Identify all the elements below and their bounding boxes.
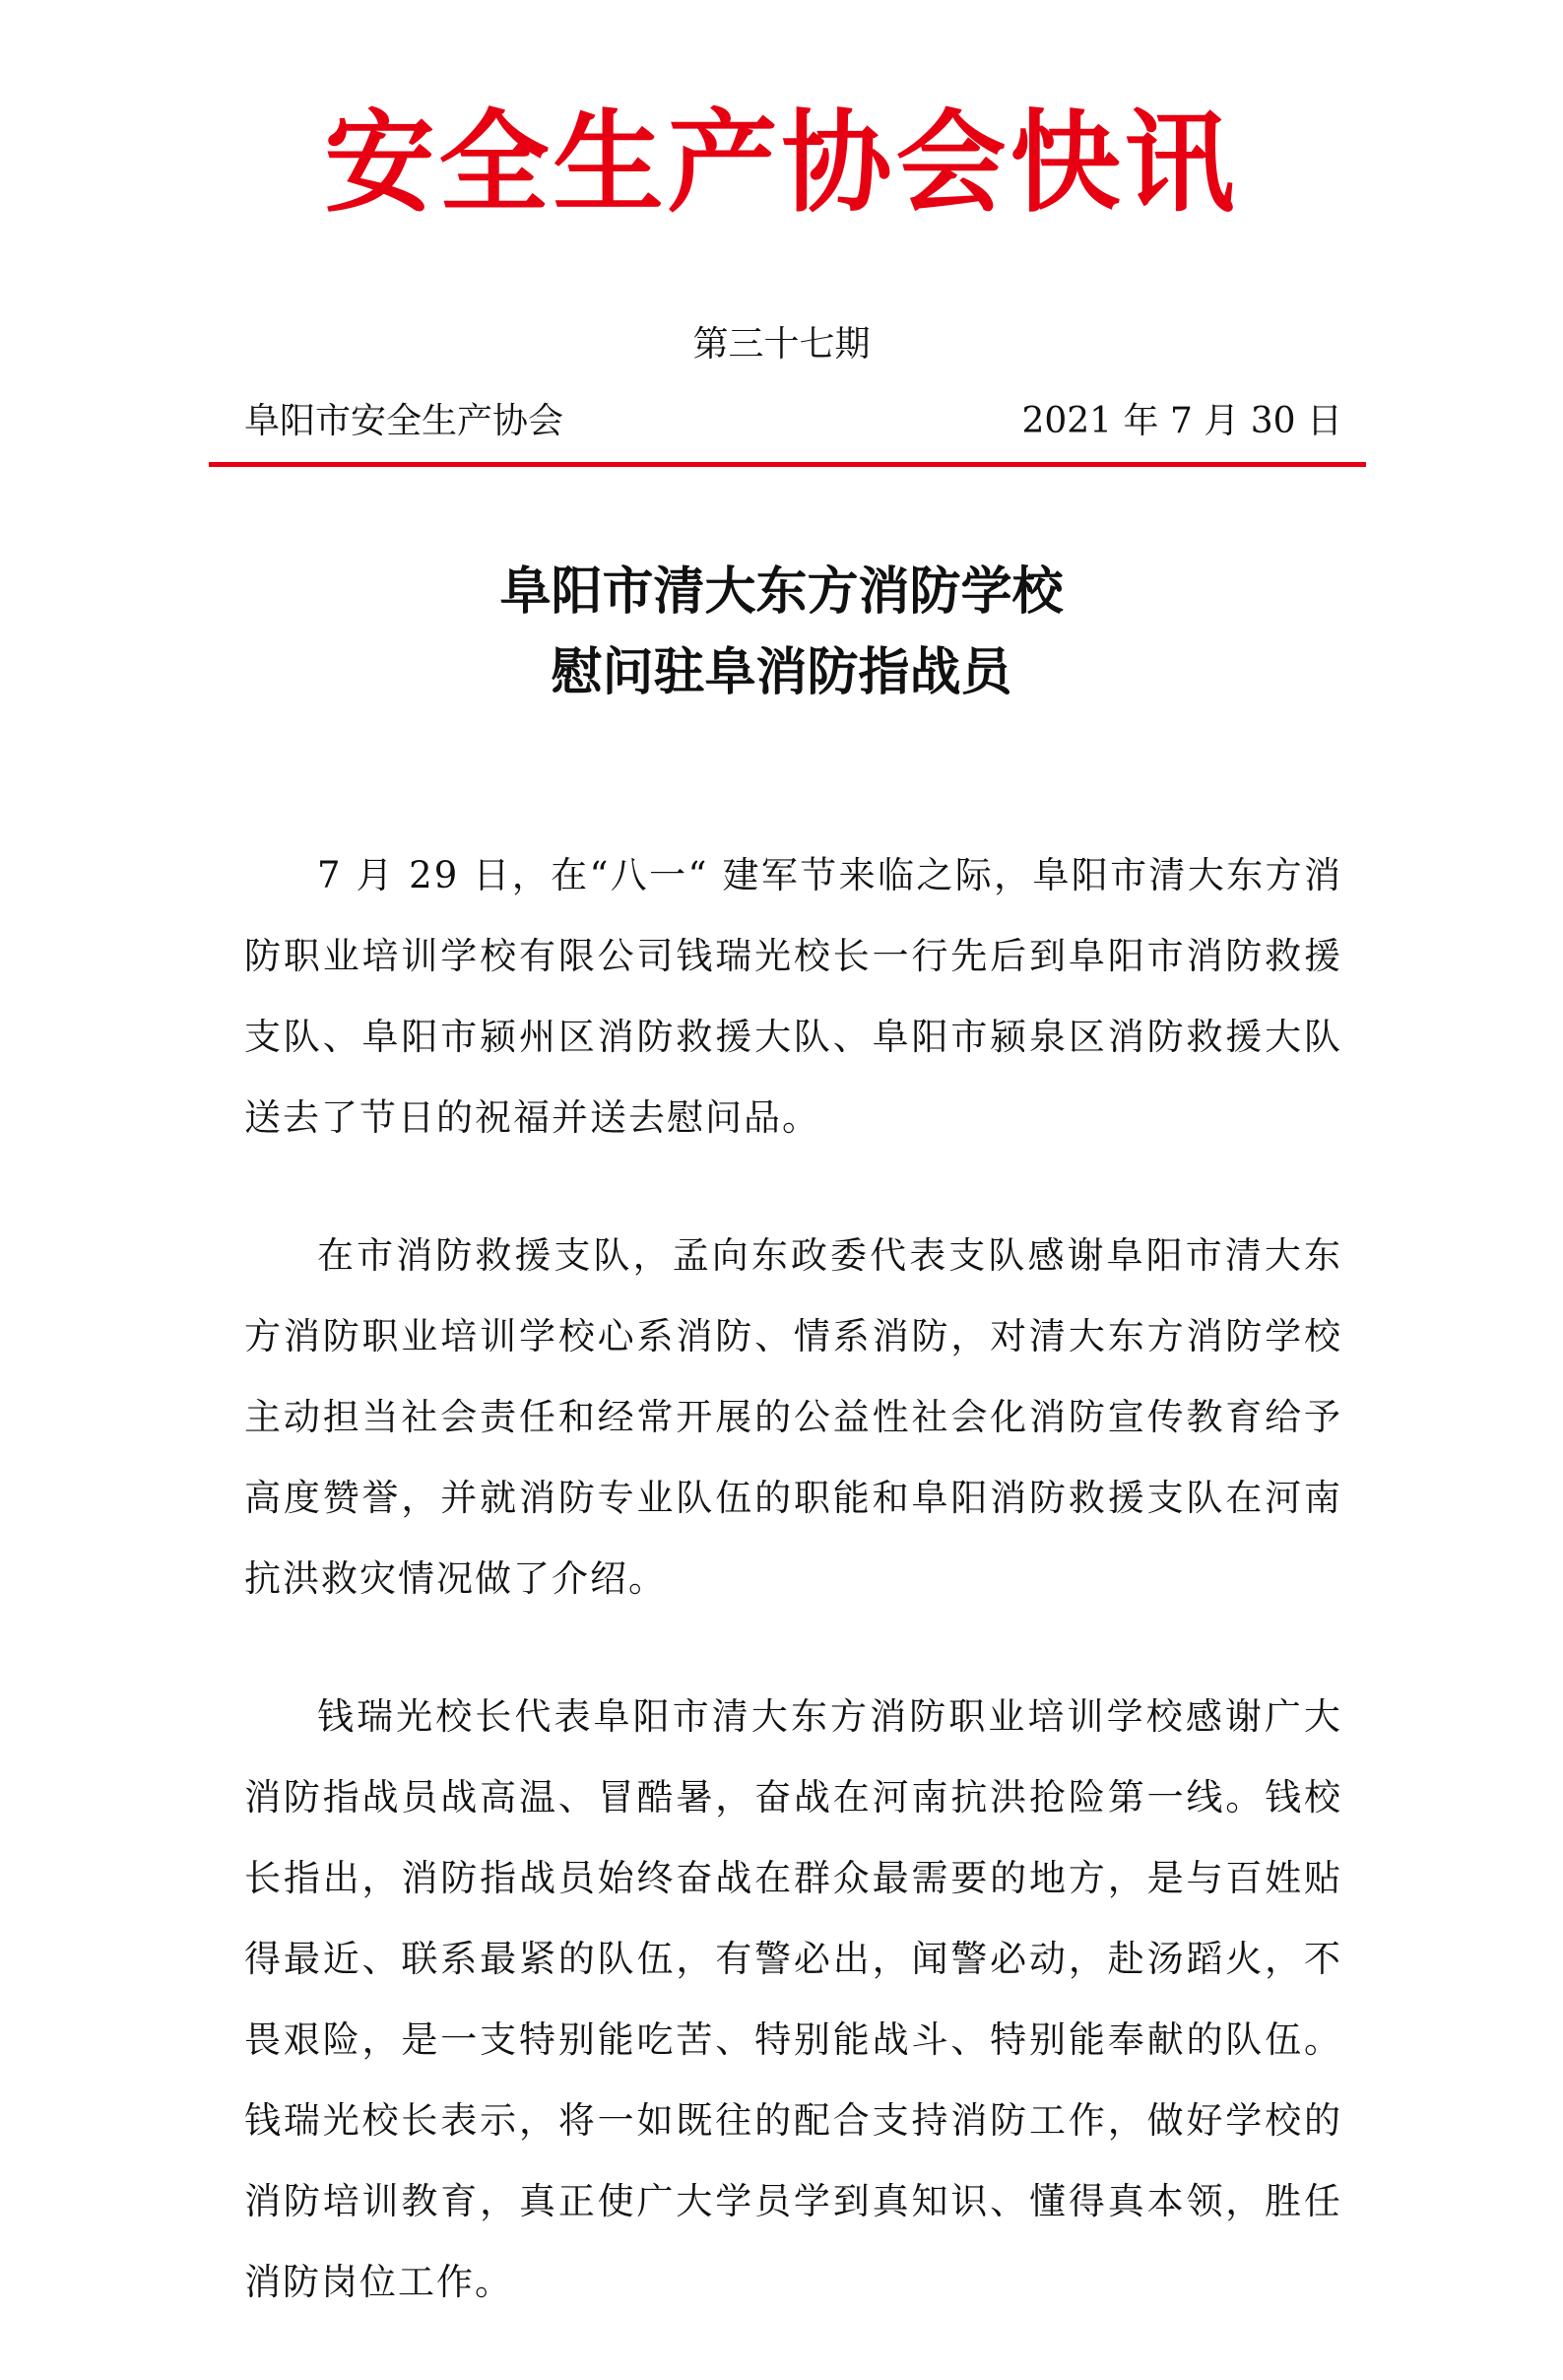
publisher-name: 阜阳市安全生产协会: [244, 401, 564, 441]
article-paragraph-2: 在市消防救援支队，孟向东政委代表支队感谢阜阳市清大东方消防职业培训学校心系消防、情系消防，对清大东方消防学校主动担当社会责任和经常开展的公益性社会化消防宣传教育给予高度赞誉，并就消防专业队伍的职能和阜阳消防救援支队在河南抗洪救灾情况做了介绍。: [244, 1234, 1342, 1600]
article-title: [0, 552, 1563, 713]
header-divider: [209, 462, 1366, 467]
article-paragraph-1: 7 月 29 日，在“八一“ 建军节来临之际，阜阳市清大东方消防职业培训学校有限公司钱瑞光校长一行先后到阜阳市消防救援支队、阜阳市颍州区消防救援大队、阜阳市颍泉区消防救援大队送去了节日的祝福并送去慰问品。: [244, 854, 1342, 1139]
publication-date: 2021 年 7 月 30 日: [1021, 401, 1342, 441]
newsletter-masthead: 安全生产协会快讯: [324, 99, 1239, 228]
issue-number: 第三十七期: [692, 324, 871, 364]
article-body: [244, 835, 1342, 2380]
article-title-line-1: 阜阳市清大东方消防学校: [499, 562, 1064, 622]
article-title-line-2: 慰问驻阜消防指战员: [551, 642, 1012, 702]
article-paragraph-3: 钱瑞光校长代表阜阳市清大东方消防职业培训学校感谢广大消防指战员战高温、冒酷暑，奋战在河南抗洪抢险第一线。钱校长指出，消防指战员始终奋战在群众最需要的地方，是与百姓贴得最近、联系最紧的队伍，有警必出，闻警必动，赴汤蹈火，不畏艰险，是一支特别能吃苦、特别能战斗、特别能奉献的队伍。钱瑞光校长表示，将一如既往的配合支持消防工作，做好学校的消防培训教育，真正使广大学员学到真知识、懂得真本领，胜任消防岗位工作。: [244, 1695, 1342, 2303]
